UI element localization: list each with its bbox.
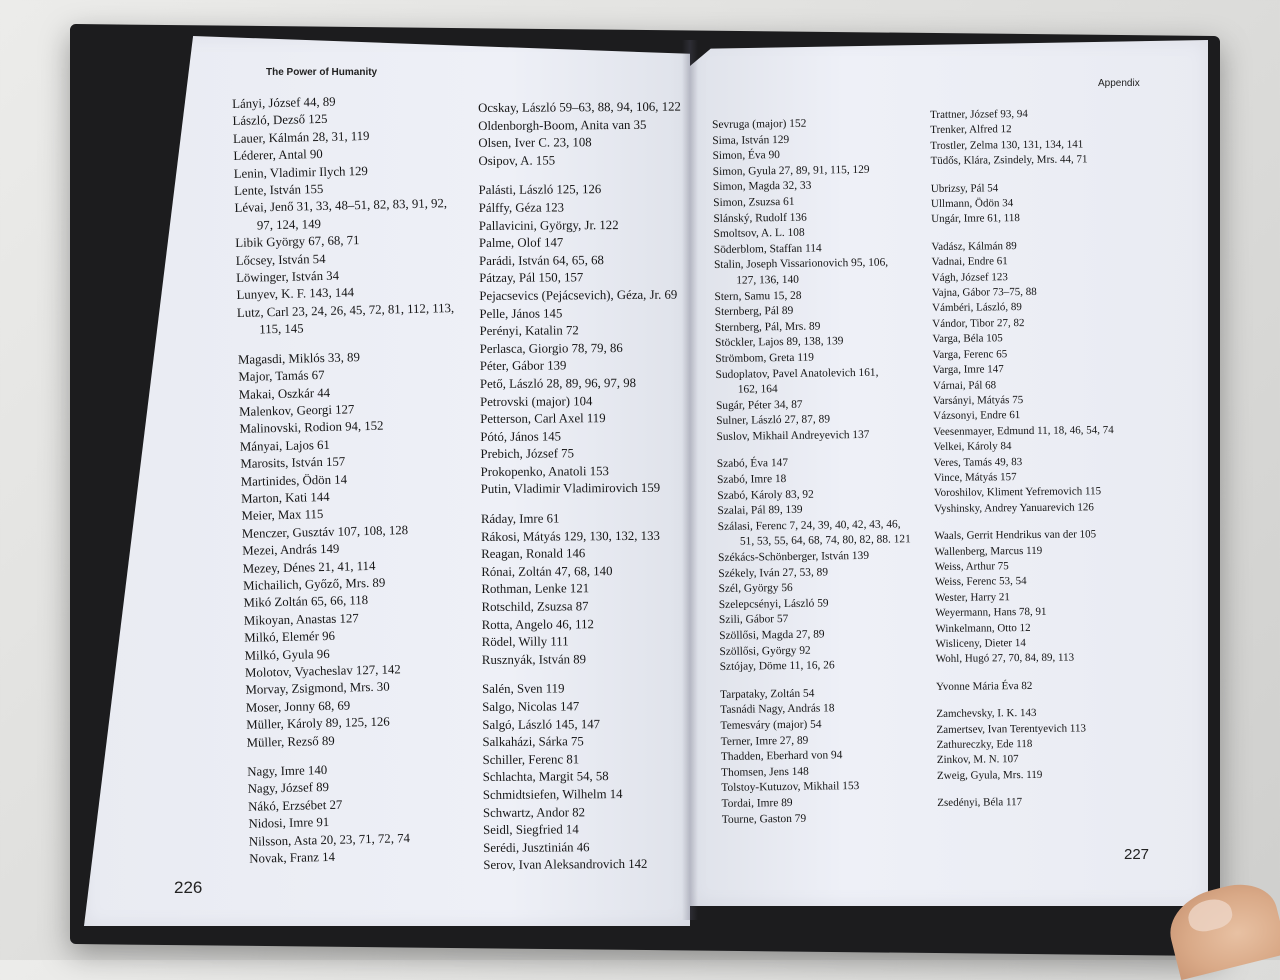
index-entry: Sulner, László 27, 87, 89	[716, 413, 831, 428]
index-entry: Rödel, Willy 111	[481, 634, 569, 650]
index-entry: Oldenborgh-Boom, Anita van 35	[478, 117, 647, 133]
index-entry: Nilsson, Asta 20, 23, 71, 72, 74	[248, 830, 411, 849]
index-entry: Szöllősi, György 92	[719, 644, 811, 658]
index-entry: Szálasi, Ferenc 7, 24, 39, 40, 42, 43, 46,	[717, 518, 901, 533]
index-entry-continuation: 162, 164	[737, 383, 778, 396]
index-entry: Wester, Harry 21	[935, 590, 1010, 604]
index-entry: Makai, Oszkár 44	[238, 385, 331, 402]
index-entry: Tasnádi Nagy, András 18	[720, 702, 835, 717]
index-entry: Mikó Zoltán 65, 66, 118	[243, 593, 369, 611]
index-entry: Sugár, Péter 34, 87	[715, 398, 803, 412]
index-entry: Müller, Károly 89, 125, 126	[246, 714, 390, 733]
index-entry: Löwinger, István 34	[235, 268, 340, 286]
index-entry: Petterson, Carl Axel 119	[480, 411, 606, 427]
index-entry: Péter, Gábor 139	[479, 358, 567, 374]
index-entry: Vándor, Tibor 27, 82	[932, 316, 1025, 330]
index-entry: Zweig, Gyula, Mrs. 119	[936, 768, 1043, 782]
index-entry-continuation: 51, 53, 55, 64, 68, 74, 80, 82, 88. 121	[739, 533, 911, 549]
index-entry: Weiss, Arthur 75	[934, 560, 1009, 573]
index-entry: Lőcsey, István 54	[235, 251, 326, 268]
index-entry: Meier, Max 115	[241, 507, 324, 524]
index-entry: Pető, László 28, 89, 96, 97, 98	[479, 375, 637, 391]
index-entry: Osipov, A. 155	[478, 153, 556, 168]
index-entry: Rotta, Angelo 46, 112	[481, 616, 594, 632]
index-entry: Trostler, Zelma 130, 131, 134, 141	[930, 138, 1084, 152]
index-entry: Malinovski, Rodion 94, 152	[239, 418, 384, 437]
index-entry: Lente, István 155	[233, 181, 324, 199]
index-entry: Vágh, József 123	[931, 270, 1008, 284]
index-entry: Wisliceny, Dieter 14	[935, 637, 1026, 650]
index-entry: Pátzay, Pál 150, 157	[479, 270, 584, 286]
index-entry: Moser, Jonny 68, 69	[245, 698, 351, 715]
index-entry: Pótó, János 145	[480, 429, 562, 444]
index-entry: Menczer, Gusztáv 107, 108, 128	[241, 522, 409, 541]
index-entry: Weiss, Ferenc 53, 54	[934, 575, 1027, 589]
index-entry: Zathureczky, Ede 118	[936, 737, 1033, 751]
index-entry: Trenker, Alfred 12	[930, 123, 1012, 137]
index-entry: Szabó, Károly 83, 92	[717, 488, 814, 502]
index-entry: Ocskay, László 59–63, 88, 94, 106, 122	[478, 99, 681, 115]
index-entry: Szabó, Imre 18	[716, 473, 787, 487]
index-entry: Varga, Béla 105	[932, 332, 1003, 346]
index-entry-continuation: 97, 124, 149	[256, 216, 322, 233]
index-entry: Mezei, András 149	[242, 541, 340, 559]
index-entry: Ungár, Imre 61, 118	[931, 212, 1020, 226]
index-entry: Thomsen, Jens 148	[721, 765, 809, 779]
index-entry: Sztójay, Döme 11, 16, 26	[719, 659, 835, 674]
index-entry: Terner, Imre 27, 89	[720, 734, 809, 748]
index-entry: Nagy, Imre 140	[247, 763, 328, 779]
index-entry: Sevruga (major) 152	[712, 117, 807, 131]
index-entry: Marton, Kati 144	[240, 489, 330, 506]
index-entry: Vázsonyi, Endre 61	[933, 409, 1021, 423]
index-entry: Voroshilov, Kliment Yefremovich 115	[933, 485, 1102, 500]
index-entry: Smoltsov, A. L. 108	[713, 226, 805, 241]
index-entry: Schlachta, Margit 54, 58	[482, 769, 609, 785]
index-entry: Ráday, Imre 61	[480, 511, 560, 527]
index-entry: Novak, Franz 14	[249, 849, 336, 866]
page-number-left: 226	[174, 878, 203, 897]
index-entry: Suslov, Mikhail Andreyevich 137	[716, 428, 870, 443]
index-entry: Milkó, Gyula 96	[244, 646, 330, 663]
index-entry: Winkelmann, Otto 12	[935, 621, 1031, 635]
index-entry: Zamertsev, Ivan Terentyevich 113	[936, 722, 1086, 736]
index-entry: Pálffy, Géza 123	[478, 200, 565, 215]
index-entry: Simon, Gyula 27, 89, 91, 115, 129	[712, 163, 870, 178]
index-entry: Olsen, Iver C. 23, 108	[478, 135, 592, 151]
index-entry: Parádi, István 64, 65, 68	[479, 252, 604, 268]
index-entry: Michailich, Győző, Mrs. 89	[242, 575, 386, 593]
index-entry: Lenin, Vladimir Ilych 129	[233, 163, 368, 181]
index-entry: Nagy, József 89	[247, 780, 330, 797]
index-entry: Seidl, Siegfried 14	[483, 822, 579, 838]
index-entry: Marosits, István 157	[240, 454, 346, 472]
index-entry: Stalin, Joseph Vissarionovich 95, 106,	[713, 256, 889, 272]
index-entry: László, Dezső 125	[232, 112, 328, 129]
index-entry: Tourne, Gaston 79	[721, 812, 807, 826]
index-entry: Lévai, Jenő 31, 33, 48–51, 82, 83, 91, 92,	[234, 196, 448, 216]
index-entry: Zamchevsky, I. K. 143	[936, 707, 1037, 721]
index-entry: Strömbom, Greta 119	[715, 351, 815, 365]
index-entry: Simon, Zsuzsa 61	[713, 195, 795, 209]
index-entry: Rusznyák, István 89	[481, 652, 587, 667]
index-entry: Rákosi, Mátyás 129, 130, 132, 133	[480, 528, 660, 544]
index-entry: Szelepcsényi, László 59	[718, 597, 829, 611]
index-entry: Ullmann, Ödön 34	[930, 197, 1014, 211]
index-entry: Nidosi, Imre 91	[248, 815, 330, 832]
index-entry: Lauer, Kálmán 28, 31, 119	[232, 128, 370, 146]
index-entry: Szalai, Pál 89, 139	[717, 504, 803, 518]
index-entry: Milkó, Elemér 96	[244, 628, 336, 646]
index-entry: Schmidtsiefen, Wilhelm 14	[482, 786, 623, 802]
index-entry: Sima, István 129	[712, 133, 790, 147]
index-entry: Várnai, Pál 68	[932, 378, 997, 392]
index-entry: Yvonne Mária Éva 82	[935, 679, 1033, 693]
index-entry: Waals, Gerrit Hendrikus van der 105	[934, 528, 1097, 543]
index-entry: Mezey, Dénes 21, 41, 114	[242, 558, 376, 576]
index-entry: Ubrizsy, Pál 54	[930, 181, 999, 195]
index-column	[712, 115, 915, 828]
index-entry: Reagan, Ronald 146	[481, 546, 586, 562]
index-entry: Vyshinsky, Andrey Yanuarevich 126	[934, 501, 1094, 515]
index-entry: Salén, Sven 119	[482, 681, 565, 697]
index-entry: Varga, Ferenc 65	[932, 347, 1008, 361]
index-entry: Prokopenko, Anatoli 153	[480, 463, 609, 479]
index-entry: Wallenberg, Marcus 119	[934, 544, 1043, 558]
index-entry: Tarpataky, Zoltán 54	[719, 687, 815, 701]
page-number-right: 227	[1124, 846, 1150, 863]
running-head-right: Appendix	[1098, 78, 1140, 89]
index-entry: Major, Tamás 67	[238, 368, 325, 385]
index-entry: Salkaházi, Sárka 75	[482, 734, 584, 750]
index-entry: Székely, Iván 27, 53, 89	[718, 566, 829, 580]
index-entry: Tolstoy-Kutuzov, Mikhail 153	[721, 780, 860, 795]
index-entry: Malenkov, Georgi 127	[239, 402, 355, 419]
index-entry: Vámbéri, László, 89	[932, 301, 1022, 315]
index-entry: Putin, Vladimir Vladimirovich 159	[480, 481, 661, 497]
index-entry: Szél, György 56	[718, 582, 793, 596]
index-entry: Lányi, József 44, 89	[232, 94, 336, 111]
index-entry: Libik György 67, 68, 71	[235, 233, 360, 251]
index-entry: Pallavicini, György, Jr. 122	[478, 217, 619, 233]
index-entry: Salgó, László 145, 147	[482, 716, 601, 732]
index-entry: Sternberg, Pál, Mrs. 89	[714, 320, 821, 334]
index-entry: Perlasca, Giorgio 78, 79, 86	[479, 340, 623, 356]
index-entry: Vajna, Gábor 73–75, 88	[931, 285, 1037, 300]
index-entry: Molotov, Vyacheslav 127, 142	[244, 662, 401, 680]
index-entry: Schwartz, Andor 82	[482, 804, 586, 820]
index-entry: Perényi, Katalin 72	[479, 323, 579, 339]
index-entry: Zinkov, M. N. 107	[936, 753, 1019, 767]
index-entry: Tüdős, Klára, Zsindely, Mrs. 44, 71	[930, 153, 1088, 168]
index-entry: Petrovski (major) 104	[480, 393, 593, 409]
index-entry: Rotschild, Zsuzsa 87	[481, 599, 589, 615]
index-entry: Stern, Samu 15, 28	[714, 289, 802, 303]
index-entry: Simon, Magda 32, 33	[712, 179, 812, 194]
index-entry: Morvay, Zsigmond, Mrs. 30	[245, 679, 390, 698]
index-entry: Pejacsevics (Pejácsevich), Géza, Jr. 69	[479, 287, 678, 303]
index-entry: Zsedényi, Béla 117	[937, 796, 1023, 810]
index-entry: Palme, Olof 147	[478, 235, 564, 251]
index-entry: Thadden, Eberhard von 94	[720, 749, 843, 764]
index-entry: Pelle, János 145	[479, 305, 563, 321]
index-entry: Varga, Imre 147	[932, 363, 1004, 377]
index-entry: Palásti, László 125, 126	[478, 182, 602, 198]
index-entry: Simon, Éva 90	[712, 149, 781, 163]
index-entry: Söderblom, Staffan 114	[713, 242, 822, 256]
index-entry: Veres, Tamás 49, 83	[933, 455, 1023, 469]
index-entry: Veesenmayer, Edmund 11, 18, 46, 54, 74	[933, 423, 1114, 438]
index-entry: Mikoyan, Anastas 127	[243, 611, 359, 628]
index-entry-continuation: 127, 136, 140	[736, 273, 800, 287]
index-entry: Vince, Mátyás 157	[933, 471, 1017, 484]
index-column	[930, 106, 1118, 812]
index-column	[232, 91, 467, 868]
index-entry: Serov, Ivan Aleksandrovich 142	[483, 857, 648, 873]
running-head-left: The Power of Humanity	[266, 67, 378, 78]
index-entry: Serédi, Jusztinián 46	[483, 839, 590, 855]
index-entry: Vadász, Kálmán 89	[931, 239, 1017, 253]
index-entry: Vadnai, Endre 61	[931, 255, 1008, 269]
index-entry-continuation: 115, 145	[259, 321, 304, 337]
index-entry: Lunyev, K. F. 143, 144	[236, 285, 355, 303]
index-entry: Slánský, Rudolf 136	[713, 211, 807, 225]
index-entry: Martinides, Ödön 14	[240, 472, 348, 489]
index-entry: Lutz, Carl 23, 24, 26, 45, 72, 81, 112, 113,	[236, 300, 455, 320]
index-entry: Sternberg, Pál 89	[714, 305, 794, 319]
index-entry: Prebich, József 75	[480, 446, 574, 462]
index-entry: Rothman, Lenke 121	[481, 581, 590, 597]
index-entry: Léderer, Antal 90	[233, 147, 323, 164]
index-entry: Schiller, Ferenc 81	[482, 752, 580, 767]
index-entry: Varsányi, Mátyás 75	[933, 393, 1024, 407]
index-entry: Wohl, Hugó 27, 70, 84, 89, 113	[935, 651, 1075, 666]
index-entry: Sudoplatov, Pavel Anatolevich 161,	[715, 366, 879, 381]
index-entry: Stöckler, Lajos 89, 138, 139	[715, 335, 844, 350]
index-entry: Szabó, Éva 147	[716, 457, 789, 471]
index-entry: Szöllősi, Magda 27, 89	[719, 628, 825, 642]
index-entry: Mányai, Lajos 61	[239, 437, 331, 454]
index-entry: Rónai, Zoltán 47, 68, 140	[481, 563, 613, 579]
index-entry: Salgo, Nicolas 147	[482, 699, 580, 714]
index-entry: Trattner, József 93, 94	[930, 107, 1028, 121]
index-column	[478, 99, 686, 875]
index-entry: Weyermann, Hans 78, 91	[935, 605, 1047, 620]
index-entry: Székács-Schönberger, István 139	[718, 549, 870, 564]
index-entry: Müller, Rezső 89	[246, 733, 335, 750]
index-entry: Magasdi, Miklós 33, 89	[237, 349, 361, 367]
index-entry: Temesváry (major) 54	[720, 718, 822, 732]
index-entry: Velkei, Károly 84	[933, 440, 1012, 454]
index-entry: Nákó, Erzsébet 27	[247, 797, 343, 814]
index-entry: Tordai, Imre 89	[721, 796, 793, 810]
index-entry: Szili, Gábor 57	[718, 613, 789, 627]
